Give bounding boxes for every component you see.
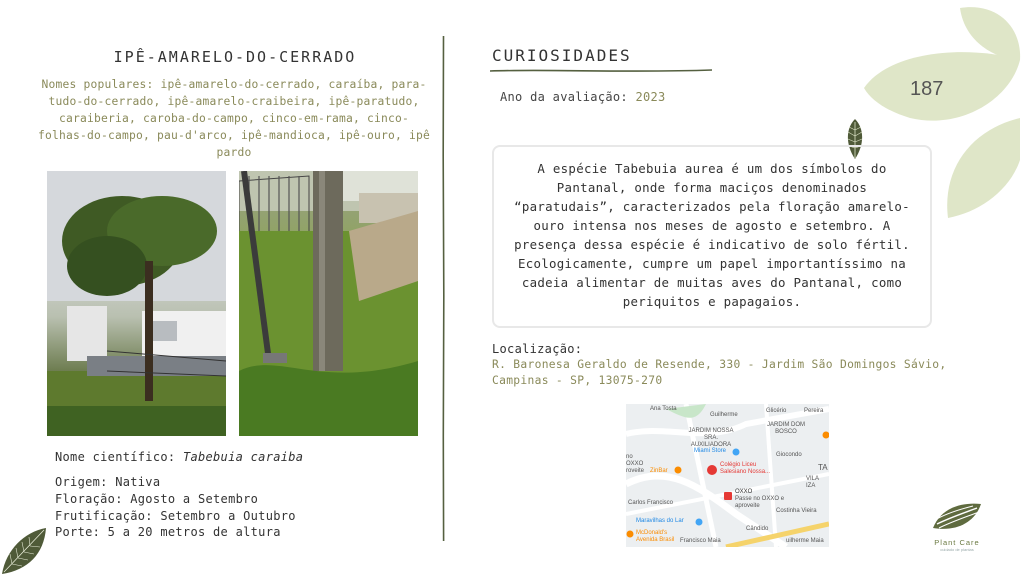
evaluation-year <box>500 90 666 104</box>
map-label-oxxo-left: no OXXO roveite <box>626 454 645 474</box>
species-facts <box>55 474 296 541</box>
species-title: IPÊ-AMARELO-DO-CERRADO <box>113 48 357 66</box>
fruiting-fact: Frutificação: Setembro a Outubro <box>55 508 296 523</box>
map-label-pereira: Pereira <box>804 408 824 414</box>
scientific-name: Tabebuia caraiba <box>182 450 304 464</box>
map-label-vila-iza: VILA IZA <box>806 476 819 489</box>
leaf-shape <box>960 7 1020 60</box>
location-address: R. Baronesa Geraldo de Resende, 330 - Jardim São Domingos Sávio, Campinas - SP, 13075-270 <box>492 358 947 387</box>
curiosity-text-box <box>492 145 932 328</box>
map-label-guilherme: Guilherme <box>710 412 738 418</box>
leaf-icon <box>0 526 50 576</box>
brand-tagline: cuidado de plantas <box>940 547 974 552</box>
scientific-name-row <box>55 450 303 464</box>
brand-name: Plant Care <box>934 538 980 547</box>
trunk-photo <box>239 171 418 436</box>
column-divider <box>442 36 445 541</box>
map-label-giocondo: Giocondo <box>776 452 802 458</box>
map-label-costinha-vieira: Costinha Vieira <box>776 508 817 514</box>
location-label: Localização: <box>492 342 583 356</box>
size-fact: Porte: 5 a 20 metros de altura <box>55 525 281 540</box>
map-label-glicerio: Glicério <box>766 408 787 414</box>
location-map[interactable] <box>626 404 829 547</box>
origin-fact: Origem: Nativa <box>55 475 161 489</box>
map-label-nossa-sra: JARDIM NOSSA SRA. AUXILIADORA <box>688 428 734 448</box>
brand-logo <box>922 500 992 552</box>
page-number: 187 <box>910 78 944 100</box>
tree-photo <box>47 171 226 436</box>
map-label-oxxo-sub: Passe no OXXO e aproveite <box>735 496 785 509</box>
flowering-fact: Floração: Agosto a Setembro <box>55 491 259 506</box>
map-label-maravilhas: Maravilhas do Lar <box>636 518 684 524</box>
map-label-mcdonalds: McDonald's Avenida Brasil <box>636 530 675 543</box>
scientific-name-label: Nome científico: <box>55 450 176 464</box>
map-label-miami-store: Miami Store <box>694 448 727 454</box>
map-label-oxxo: OXXO <box>735 489 753 495</box>
leaf-shape <box>947 118 1020 218</box>
map-label-ta: TA <box>818 463 828 472</box>
plant-care-logo-icon <box>931 500 983 532</box>
curiosities-title: CURIOSIDADES <box>492 46 632 65</box>
map-label-uilherme-maia: uilherme Maia <box>786 538 824 544</box>
map-label-francisco-maia: Francisco Maia <box>680 538 721 544</box>
map-label-colegio: Colégio Liceu Salesiano Nossa... <box>720 462 771 475</box>
map-label-candido: Cândido <box>746 526 769 532</box>
map-label-carlos-francisco: Carlos Francisco <box>628 500 674 506</box>
evaluation-year-label: Ano da avaliação: <box>500 90 628 104</box>
curiosity-text: A espécie Tabebuia aurea é um dos símbolos do Pantanal, onde forma maciços denominados “paratudais”, caracterizados pela floração amarelo-ouro intensa nos meses de agosto e setembro. A presença dessa espécie é indicativo de solo fértil. Ecologicamente, cumpre um papel importantíssimo na cadeia alimentar de muitas aves do Pantanal, como periquitos e papagaios. <box>514 161 910 309</box>
map-label-zinbar: ZinBar <box>650 468 668 474</box>
popular-names: Nomes populares: ipê-amarelo-do-cerrado, caraíba, para-tudo-do-cerrado, ipê-amarelo-craibeira, ipê-paratudo, caraiberia, caroba-do-campo, cinco-em-rama, cinco-folhas-do-campo, pau-d'arco, ipê-mandioca, ipê-ouro, ipê pardo <box>37 78 431 159</box>
map-label-ana-tosta: Ana Tosta <box>650 406 677 412</box>
map-label-dom-bosco: JARDIM DOM BOSCO <box>767 422 805 435</box>
evaluation-year-value: 2023 <box>635 90 666 104</box>
title-underline <box>490 68 712 74</box>
